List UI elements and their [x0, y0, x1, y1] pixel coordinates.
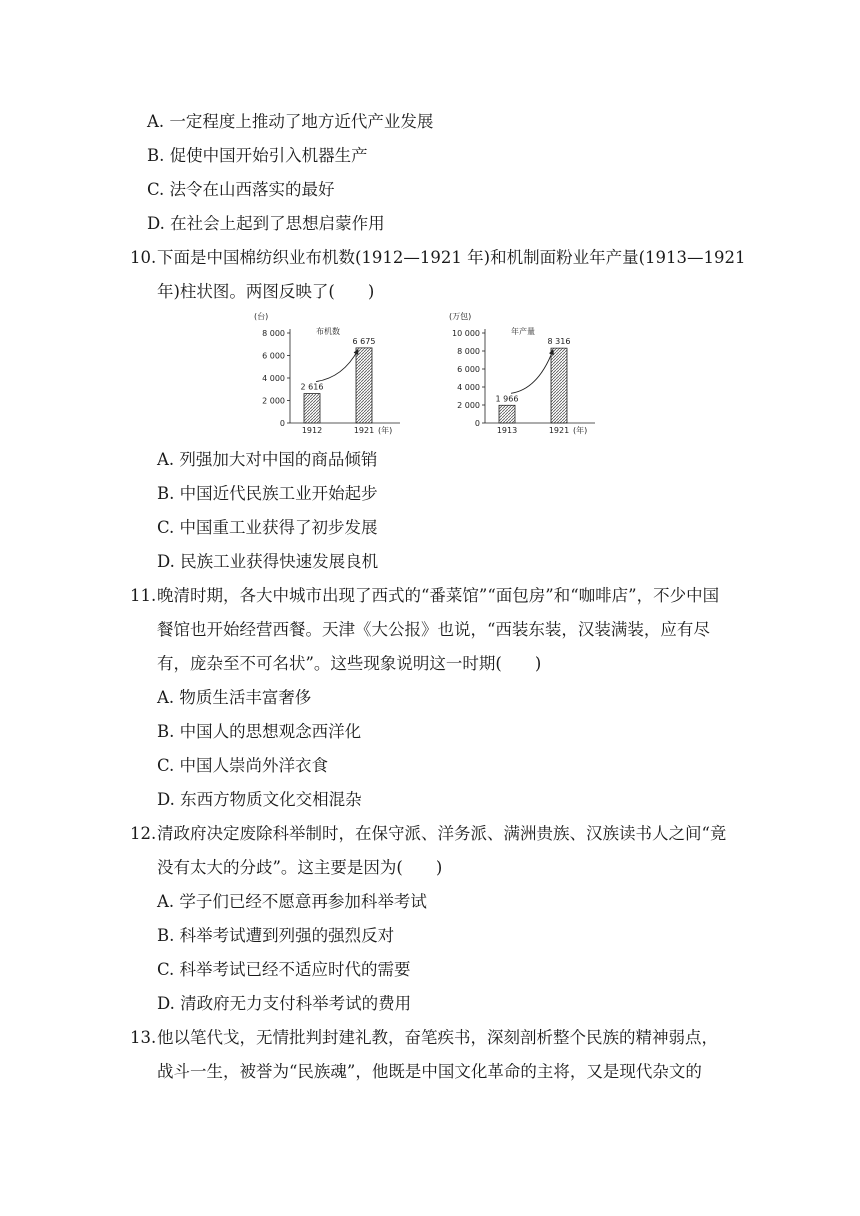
y-tick-label: 6 000 [457, 365, 480, 374]
x-tick-label: 1912 [301, 426, 323, 435]
y-tick-label: 4 000 [457, 383, 480, 392]
y-tick-label: 2 000 [457, 401, 480, 410]
growth-arrow [316, 350, 358, 382]
q11-option-c: C. 中国人崇尚外洋衣食 [157, 756, 329, 775]
data-label: 6 675 [352, 336, 376, 346]
q9-option-c: C. 法令在山西落实的最好 [147, 180, 335, 199]
y-tick-label: 0 [474, 419, 480, 428]
x-tick-label: 1921 [548, 426, 570, 435]
bar [356, 348, 372, 423]
x-tick-label: 1921 [353, 426, 375, 435]
q11-option-a: A. 物质生活丰富奢侈 [157, 688, 312, 707]
q9-option-d: D. 在社会上起到了思想启蒙作用 [147, 214, 385, 233]
x-tick-label: 1913 [496, 426, 518, 435]
q11-option-d: D. 东西方物质文化交相混杂 [157, 790, 362, 809]
y-tick-label: 2 000 [262, 396, 285, 406]
y-tick-label: 8 000 [262, 329, 285, 338]
y-tick-label: 10 000 [452, 329, 480, 338]
q11-option-b: B. 中国人的思想观念西洋化 [157, 722, 362, 741]
y-tick-label: 6 000 [262, 351, 285, 361]
q11-stem-line3: 有，庞杂至不可名状”。这些现象说明这一时期( ) [157, 654, 542, 673]
q13-stem-line2: 战斗一生，被誉为“民族魂”，他既是中国文化革命的主将，又是现代杂文的 [157, 1062, 702, 1081]
y-tick-label: 0 [279, 419, 285, 428]
y-tick-label: 4 000 [262, 374, 285, 383]
q13-stem-line1: 他以笔代戈，无情批判封建礼教，奋笔疾书，深刻剖析整个民族的精神弱点， [157, 1028, 718, 1047]
q12-stem-line2: 没有太大的分歧”。这主要是因为( ) [157, 858, 443, 877]
growth-arrow [511, 350, 553, 393]
flour-output-bar-chart [445, 310, 605, 438]
q12-option-c: C. 科举考试已经不适应时代的需要 [157, 960, 411, 979]
y-tick-label: 8 000 [457, 347, 480, 356]
question-number: 11. [130, 586, 157, 605]
q10-option-d: D. 民族工业获得快速发展良机 [157, 552, 379, 571]
y-unit-label: (台) [254, 312, 269, 321]
data-label: 8 316 [547, 337, 571, 347]
q10-option-a: A. 列强加大对中国的商品倾销 [157, 450, 378, 469]
q12-option-d: D. 清政府无力支付科举考试的费用 [157, 994, 412, 1013]
q10-stem-line2: 年)柱状图。两图反映了( ) [157, 282, 375, 301]
q12-option-b: B. 科举考试遭到列强的强烈反对 [157, 926, 395, 945]
x-unit-label: (年) [573, 426, 588, 435]
question-number: 13. [130, 1028, 157, 1047]
q10-option-c: C. 中国重工业获得了初步发展 [157, 518, 378, 537]
question-number: 12. [130, 824, 157, 843]
q9-option-a: A. 一定程度上推动了地方近代产业发展 [147, 112, 434, 131]
bar [551, 348, 567, 423]
q9-option-b: B. 促使中国开始引入机器生产 [147, 146, 368, 165]
data-label: 2 616 [300, 382, 324, 392]
chart-title: 年产量 [511, 327, 535, 336]
q12-stem-line1: 清政府决定废除科举制时，在保守派、洋务派、满洲贵族、汉族读书人之间“竟 [157, 824, 727, 843]
bar [499, 405, 515, 423]
x-unit-label: (年) [378, 426, 393, 435]
chart-title: 布机数 [316, 327, 340, 336]
q11-stem-line2: 餐馆也开始经营西餐。天津《大公报》也说，“西装东装，汉装满装，应有尽 [157, 620, 710, 639]
q10-stem-line1: 下面是中国棉纺织业布机数(1912—1921 年)和机制面粉业年产量(1913—1921 [157, 248, 746, 267]
loom-count-bar-chart [250, 310, 410, 438]
bar [304, 394, 320, 423]
q11-stem-line1: 晚清时期，各大中城市出现了西式的“番菜馆”“面包房”和“咖啡店”，不少中国 [157, 586, 720, 605]
question-number: 10. [130, 248, 157, 267]
q10-option-b: B. 中国近代民族工业开始起步 [157, 484, 378, 503]
y-unit-label: (万包) [449, 312, 472, 321]
data-label: 1 966 [495, 394, 519, 404]
q12-option-a: A. 学子们已经不愿意再参加科举考试 [157, 892, 427, 911]
